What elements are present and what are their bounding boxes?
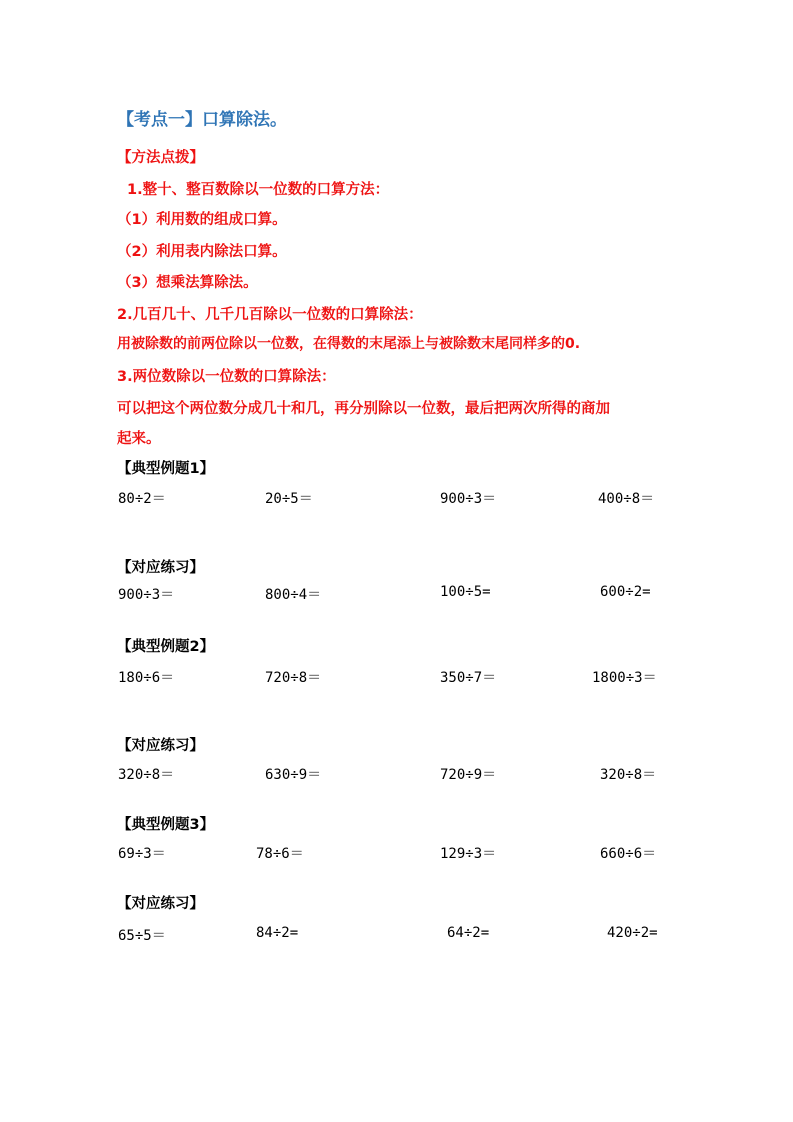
problem: 1800÷3＝: [592, 670, 657, 686]
practice-2-heading: 【对应练习】: [117, 738, 204, 754]
problem: 630÷9＝: [265, 767, 322, 783]
problem: 720÷8＝: [265, 670, 322, 686]
problem: 720÷9＝: [440, 767, 497, 783]
method-line-4: （3）想乘法算除法。: [117, 275, 258, 291]
problem: 400÷8＝: [598, 491, 655, 507]
example-2-row: [0, 667, 793, 689]
problem: 80÷2＝: [118, 491, 166, 507]
problem: 660÷6＝: [600, 846, 657, 862]
method-heading: 【方法点拨】: [117, 150, 204, 166]
problem: 129÷3＝: [440, 846, 497, 862]
method-line-1: 1.整十、整百数除以一位数的口算方法：: [127, 182, 390, 198]
problem: 65÷5＝: [118, 928, 166, 944]
method-line-3: （2）利用表内除法口算。: [117, 244, 287, 260]
practice-1-row: [0, 584, 793, 606]
example-3-row: [0, 843, 793, 865]
problem: 900÷3＝: [118, 587, 175, 603]
method-line-5: 2.几百几十、几千几百除以一位数的口算除法：: [117, 307, 423, 323]
method-line-8: 可以把这个两位数分成几十和几，再分别除以一位数，最后把两次所得的商加: [117, 401, 610, 417]
method-line-9: 起来。: [117, 431, 161, 447]
problem: 69÷3＝: [118, 846, 166, 862]
problem: 78÷6＝: [256, 846, 304, 862]
problem: 350÷7＝: [440, 670, 497, 686]
method-line-6: 用被除数的前两位除以一位数，在得数的末尾添上与被除数末尾同样多的0.: [117, 336, 581, 352]
problem: 900÷3＝: [440, 491, 497, 507]
problem: 180÷6＝: [118, 670, 175, 686]
problem: 420÷2=: [607, 925, 658, 941]
problem: 64÷2=: [447, 925, 490, 941]
problem: 20÷5＝: [265, 491, 313, 507]
problem: 84÷2=: [256, 925, 299, 941]
example-1-row: [0, 488, 793, 510]
problem: 800÷4＝: [265, 587, 322, 603]
problem: 320÷8＝: [118, 767, 175, 783]
page-title: 【考点一】口算除法。: [117, 110, 287, 130]
problem: 100÷5=: [440, 584, 491, 600]
practice-1-heading: 【对应练习】: [117, 560, 204, 576]
example-2-heading: 【典型例题2】: [117, 639, 215, 655]
method-line-2: （1）利用数的组成口算。: [117, 212, 287, 228]
example-1-heading: 【典型例题1】: [117, 461, 215, 477]
problem: 600÷2=: [600, 584, 651, 600]
practice-3-heading: 【对应练习】: [117, 896, 204, 912]
method-line-7: 3.两位数除以一位数的口算除法：: [117, 369, 336, 385]
problem: 320÷8＝: [600, 767, 657, 783]
example-3-heading: 【典型例题3】: [117, 817, 215, 833]
practice-2-row: [0, 764, 793, 786]
practice-3-row: [0, 925, 793, 947]
